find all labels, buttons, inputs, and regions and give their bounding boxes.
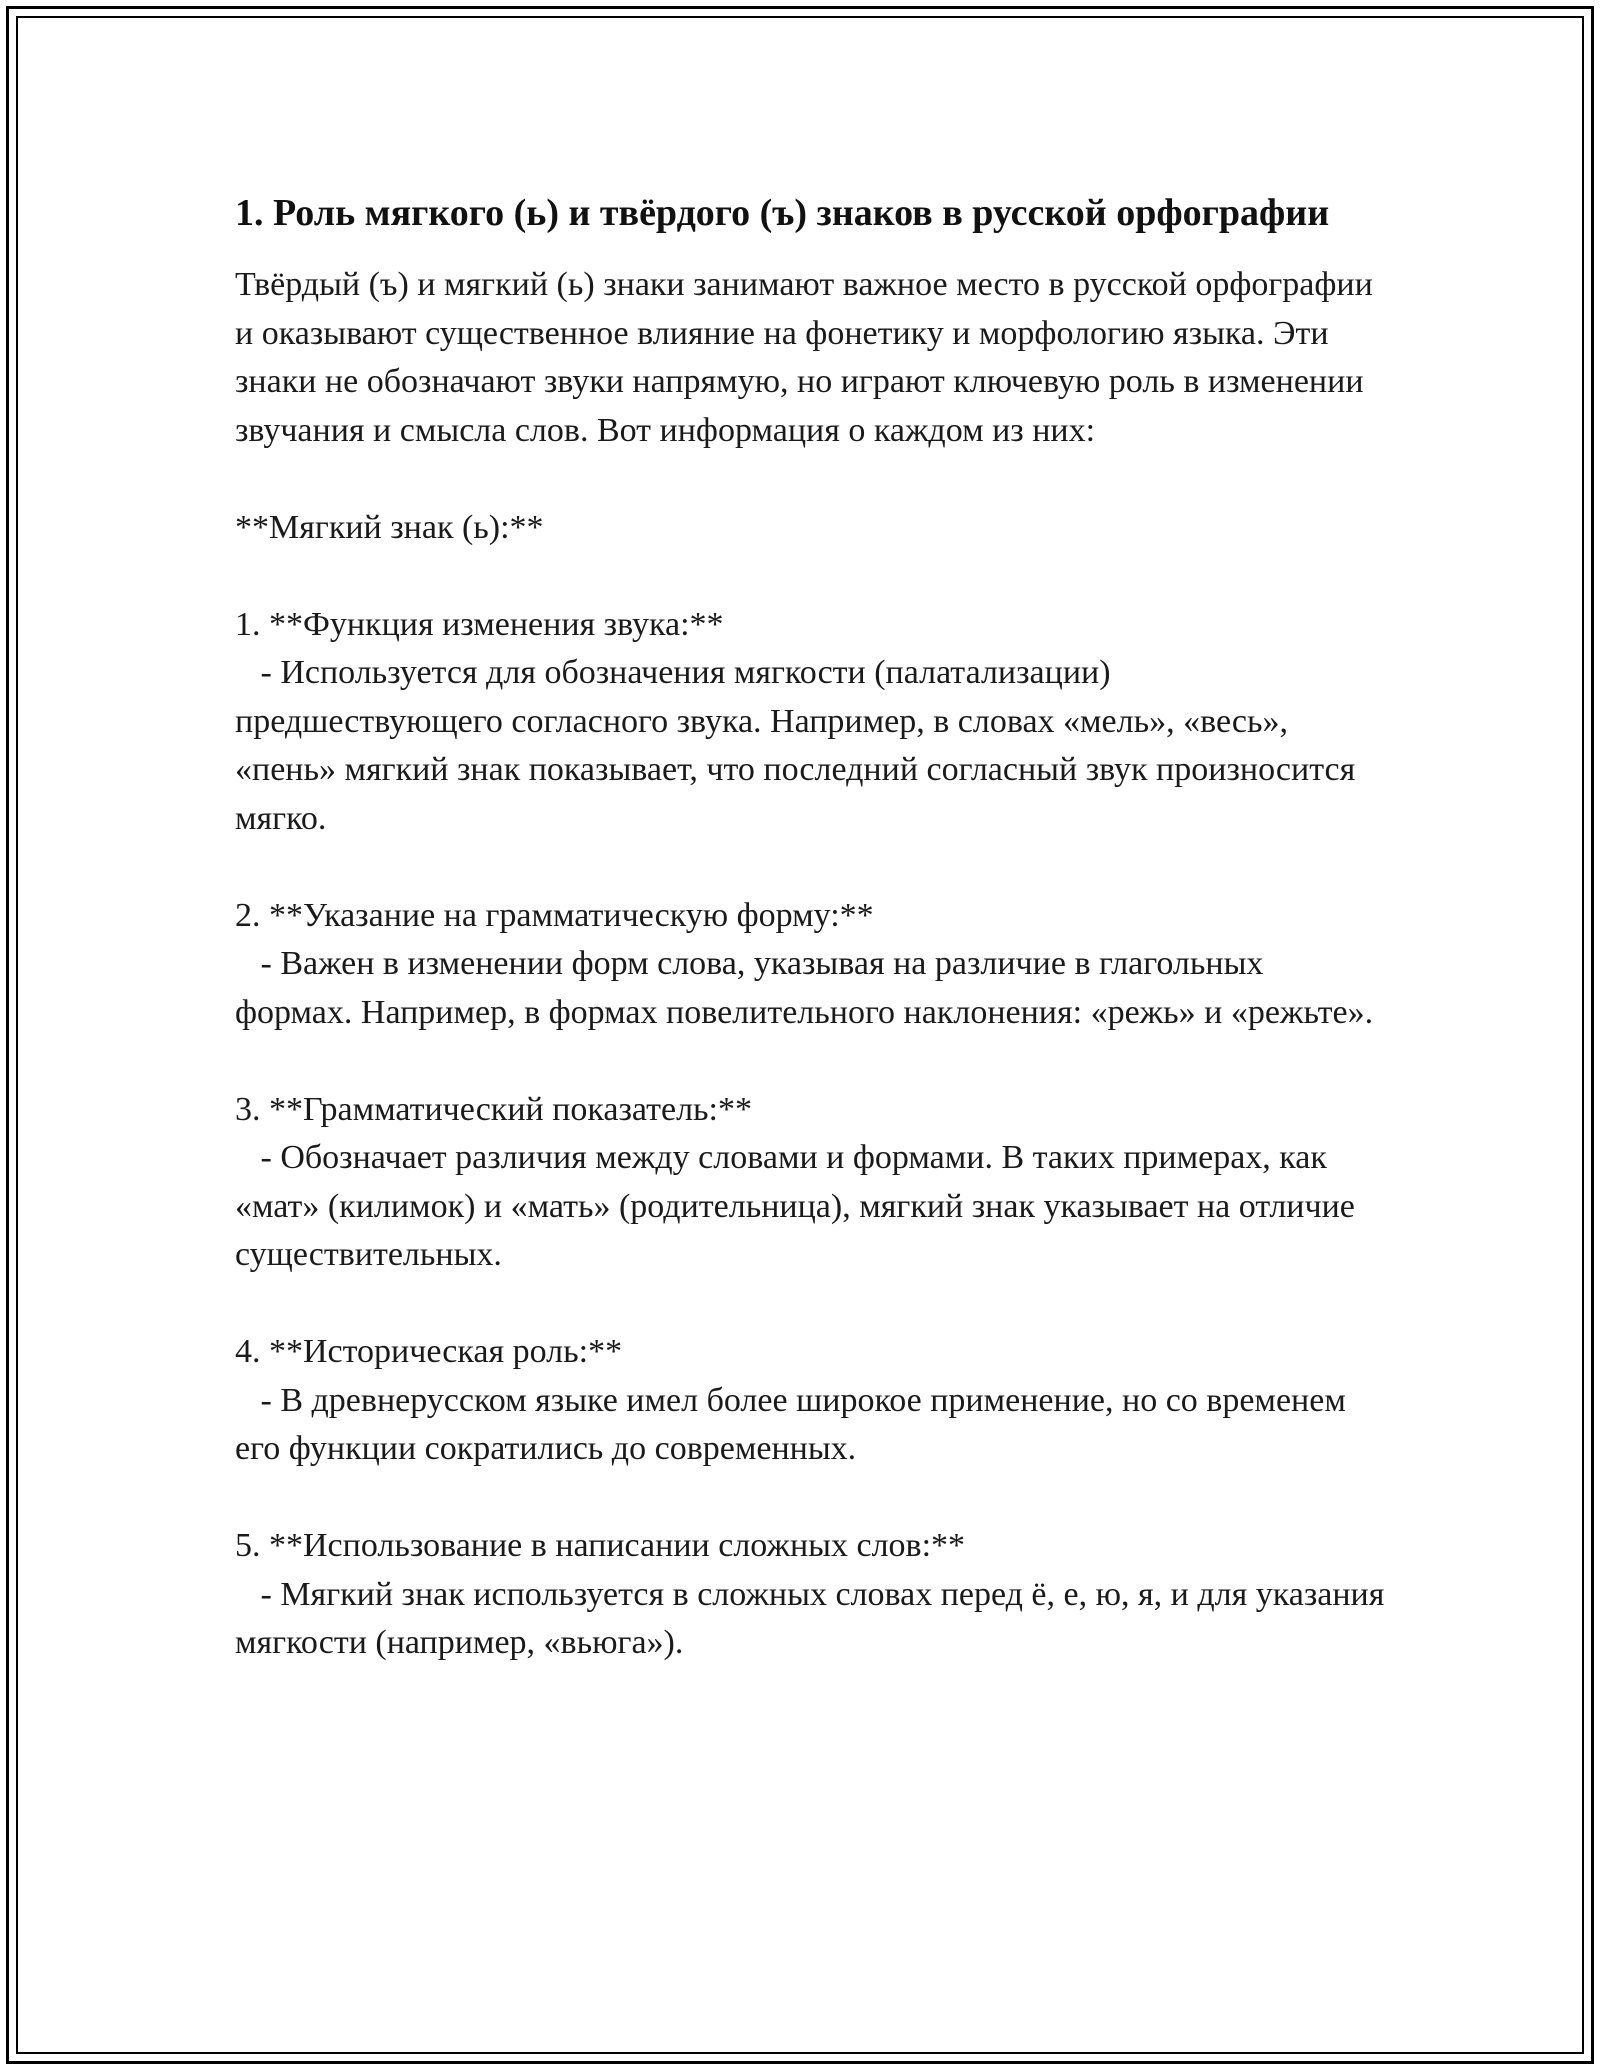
intro-paragraph: Твёрдый (ъ) и мягкий (ь) знаки занимают важное место в русской орфографии и оказывают существенное влияние на фонетику и морфологию языка. Эти знаки не обозначают звуки напрямую, но играют ключевую роль в изменении звучания и смысла слов. Вот информация о каждом из них: xyxy=(235,266,1382,449)
list-item xyxy=(235,1328,1385,1474)
spacer xyxy=(235,1037,1385,1086)
spacer xyxy=(235,1474,1385,1523)
spacer xyxy=(235,552,1385,601)
document-page xyxy=(235,185,1393,1668)
list-item-title: 5. **Использование в написании сложных слов:** xyxy=(235,1527,966,1564)
list-item xyxy=(235,1086,1385,1280)
spacer xyxy=(235,843,1385,892)
list-item-title: 4. **Историческая роль:** xyxy=(235,1333,623,1370)
list-item-body: - Обозначает различия между словами и формами. В таких примерах, как «мат» (килимок) и «мать» (родительница), мягкий знак указывает на отличие существительных. xyxy=(235,1139,1364,1273)
soft-sign-header: **Мягкий знак (ь):** xyxy=(235,508,544,546)
list-item-body: - Используется для обозначения мягкости (палатализации) предшествующего согласного звука. Например, в словах «мель», «весь», «пень» мягкий знак показывает, что последний согласный звук произносится мягко. xyxy=(235,654,1364,837)
spacer xyxy=(235,455,1385,504)
list-item xyxy=(235,601,1385,844)
list-item xyxy=(235,892,1385,1038)
spacer xyxy=(235,1280,1385,1329)
list-item-body: - Мягкий знак используется в сложных словах перед ё, е, ю, я, и для указания мягкости (например, «вьюга»). xyxy=(235,1575,1393,1661)
list-item-title: 3. **Грамматический показатель:** xyxy=(235,1090,753,1128)
list-item-title: 2. **Указание на грамматическую форму:** xyxy=(235,896,874,934)
list-item-body: - В древнерусском языке имел более широкое применение, но со временем его функции сократились до современных. xyxy=(235,1381,1355,1467)
list-item-title: 1. **Функция изменения звука:** xyxy=(235,605,724,643)
list-item-body: - Важен в изменении форм слова, указывая на различие в глагольных формах. Например, в формах повелительного наклонения: «режь» и «режьте». xyxy=(235,945,1374,1031)
section-heading: 1. Роль мягкого (ь) и твёрдого (ъ) знаков в русской орфографии xyxy=(235,192,1330,234)
list-item xyxy=(235,1522,1393,1668)
